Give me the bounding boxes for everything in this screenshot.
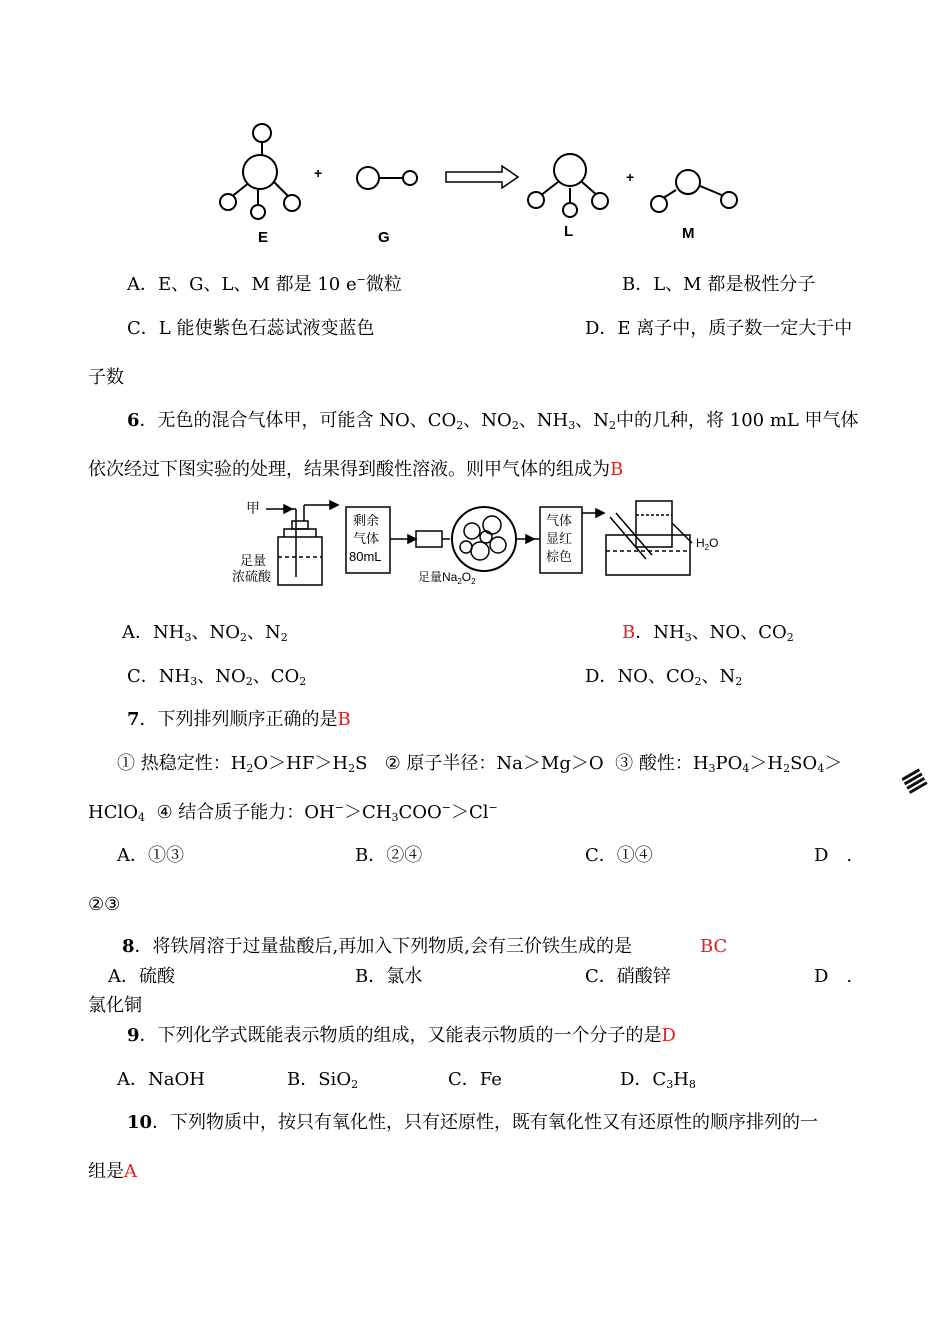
q5-option-C: C．L 能使紫色石蕊试液变蓝色: [127, 318, 375, 339]
binding-stamp-icon: [902, 768, 928, 796]
q7-option-D-cont: ②③: [88, 894, 121, 915]
q7-option-D: D .: [814, 845, 853, 866]
q7-statements-line1: ① 热稳定性：$H_2O>HF>H_2S$ ② 原子半径：Na＞Mg＞O ③ 酸性：$H_3PO_4>H_2SO_4>$: [117, 753, 843, 775]
box1-line2: 气体: [353, 531, 380, 546]
q8-answer: BC: [700, 936, 728, 957]
plus-sign-1: +: [314, 165, 323, 181]
q7-option-C: C．①④: [585, 845, 653, 866]
label-acid-1: 足量: [240, 553, 267, 568]
q10-stem-line2: 组是A: [88, 1161, 137, 1182]
q9-option-B: B．SiO$_2$: [287, 1069, 359, 1091]
q5-option-D: D．E 离子中，质子数一定大于中: [585, 318, 853, 339]
q8-stem: 8．将铁屑溶于过量盐酸后,再加入下列物质,会有三价铁生成的是: [122, 936, 632, 957]
q9-option-D: D．$C_3H_8$: [620, 1069, 696, 1091]
molecule-reaction-diagram: [210, 120, 750, 250]
label-L: L: [564, 223, 574, 240]
q10-answer: A: [124, 1161, 137, 1182]
q5-option-A: A．E、G、L、M 都是 10 e−微粒: [127, 273, 402, 295]
q8-option-C: C．硝酸锌: [585, 966, 671, 987]
label-jia: 甲: [246, 500, 260, 516]
q5-option-B: B．L、M 都是极性分子: [622, 274, 816, 295]
q6-option-C: C．$NH_3$、$NO_2$、$CO_2$: [127, 666, 307, 688]
label-M: M: [682, 225, 695, 242]
q6-stem-line1: 6．无色的混合气体甲，可能含 NO、$CO_2$、$NO_2$、$NH_3$、$N_2$中的几种，将 100 mL 甲气体: [127, 410, 859, 432]
q6-option-A: A．$NH_3$、$NO_2$、$N_2$: [122, 622, 288, 644]
gas-apparatus-diagram: [222, 495, 742, 595]
box2-line1: 气体: [546, 513, 573, 528]
label-E: E: [258, 229, 269, 246]
q10-stem-line1: 10．下列物质中，按只有氧化性，只有还原性，既有氧化性又有还原性的顺序排列的一: [127, 1112, 819, 1133]
q9-stem: 9．下列化学式既能表示物质的组成，又能表示物质的一个分子的是D: [127, 1025, 676, 1046]
q8-option-B: B．氯水: [355, 966, 423, 987]
box2-line3: 棕色: [546, 549, 573, 564]
box1-line1: 剩余: [353, 513, 380, 528]
q9-option-A: A．NaOH: [117, 1069, 205, 1090]
label-na2o2: 足量$Na_2O_2$: [418, 570, 476, 586]
q7-statements-line2: HClO$_4$ ④ 结合质子能力：$OH^->CH_3COO^->Cl^-$: [88, 801, 498, 824]
box2-line2: 显红: [546, 531, 573, 546]
q6-option-B: B．$NH_3$、NO、$CO_2$: [622, 622, 794, 644]
q7-option-A: A．①③: [117, 845, 184, 866]
q9-option-C: C．Fe: [448, 1069, 502, 1090]
q5-option-D-cont: 子数: [88, 367, 124, 388]
plus-sign-2: +: [626, 169, 635, 185]
box1-line3: 80mL: [349, 549, 382, 564]
q6-option-D: D．NO、$CO_2$、$N_2$: [585, 666, 743, 688]
q8-option-A: A．硫酸: [108, 966, 175, 987]
label-G: G: [378, 229, 390, 246]
q7-option-B: B．②④: [355, 845, 423, 866]
q7-answer: B: [337, 709, 351, 730]
q8-option-D: D .: [814, 966, 853, 987]
q9-answer: D: [661, 1025, 676, 1046]
label-h2o: $H_2O$: [696, 536, 719, 552]
q6-answer: B: [610, 459, 624, 480]
q6-stem-line2: 依次经过下图实验的处理，结果得到酸性溶液。则甲气体的组成为B: [88, 459, 624, 480]
q8-option-D-cont: 氯化铜: [88, 995, 142, 1016]
label-acid-2: 浓硫酸: [232, 569, 272, 584]
q7-stem: 7．下列排列顺序正确的是B: [127, 709, 351, 730]
